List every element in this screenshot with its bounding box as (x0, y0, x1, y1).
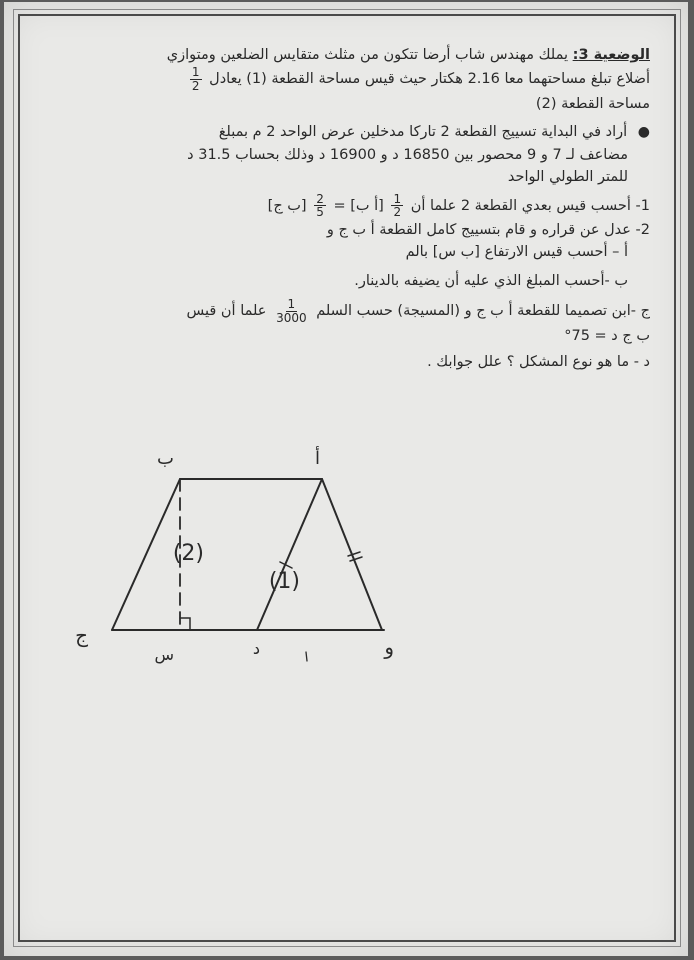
question-1 (50, 193, 650, 219)
half-numerator: 1 (191, 65, 200, 80)
region-2-label: (2) (172, 541, 204, 566)
label-s: س (154, 645, 174, 664)
fence-line-3 (50, 166, 628, 188)
fence-text-1: أراد في البداية تسييج القطعة 2 تاركا مدخلين عرض الواحد 2 م بمبلغ (218, 124, 628, 141)
fence-line-2 (50, 144, 628, 166)
question-2b (50, 270, 628, 292)
q2d-text: د - ما هو نوع المشكل ؟ علل جوابك . (427, 354, 650, 370)
q1-text-c: [ب ج] (267, 197, 307, 214)
region-1-label: (1) (268, 569, 300, 594)
label-b: ب (157, 448, 174, 469)
scale-numerator: 1 (287, 297, 296, 312)
q1-half-denominator: 2 (393, 205, 402, 220)
label-c: ج (75, 623, 88, 647)
fence-line-1 (50, 121, 650, 144)
exercise-title: الوضعية 3: (572, 47, 650, 63)
half-fraction (190, 66, 202, 92)
q1-half-numerator: 1 (393, 191, 402, 206)
side-bc (112, 479, 180, 630)
q2a-text: أ – أحسب قيس الارتفاع [ب س] بالم (405, 244, 628, 261)
tick-aw-2 (350, 557, 362, 561)
q1-text-a: 1- أحسب قيس بعدي القطعة 2 علما أن (410, 197, 650, 214)
fence-text-2: مضاعف لـ 7 و 9 محصور بين 16850 د و 16900 د وذلك بحساب 31.5 د (187, 146, 628, 163)
two-fifths-numerator: 2 (316, 191, 324, 206)
intro-line-3 (50, 93, 650, 115)
tick-aw-1 (348, 552, 360, 556)
intro-text-2: أضلاع تبلغ مساحتهما معا 2.16 هكتار حيث قيس مساحة القطعة (1) يعادل (209, 71, 650, 88)
q2-text: 2- عدل عن قراره و قام بتسييج كامل القطعة أ ب ج و (326, 221, 650, 238)
q2b-text: ب -أحسب المبلغ الذي عليه أن يضيفه بالدينار. (354, 272, 628, 289)
q2c-text-a: ج -ابن تصميما للقطعة أ ب ج و (المسيجة) حسب السلم (316, 303, 650, 320)
intro-text-1: يملك مهندس شاب أرضا تتكون من مثلث متقايس الضلعين ومتوازي (166, 47, 569, 63)
q2c-text-b: علما أن قيس (186, 303, 267, 320)
base-mark (306, 652, 307, 661)
label-w: و (384, 635, 394, 659)
exercise-text (50, 44, 650, 373)
label-d: د (252, 639, 260, 658)
intro-line-1 (50, 44, 650, 66)
q2c-angle-text: ب ج د = 75° (564, 327, 650, 344)
land-figure (74, 442, 434, 672)
bullet-icon: ● (637, 124, 650, 141)
right-angle-mark (180, 618, 190, 630)
q1-text-b: [أ ب] = (333, 197, 384, 214)
label-a: أ (314, 448, 320, 469)
question-2c (50, 298, 650, 324)
two-fifths-fraction (314, 193, 326, 219)
question-2 (50, 219, 650, 241)
scale-fraction (274, 298, 309, 324)
intro-line-2 (50, 66, 650, 92)
question-2a (50, 241, 628, 263)
two-fifths-denominator: 5 (316, 205, 324, 220)
exam-sheet (4, 2, 688, 956)
scale-denominator: 3000 (276, 310, 307, 325)
half-denominator: 2 (191, 79, 200, 94)
question-2d (50, 351, 650, 373)
side-ad (257, 479, 322, 630)
q1-half-fraction (391, 193, 403, 219)
intro-text-3: مساحة القطعة (2) (535, 95, 650, 112)
fence-text-3: للمتر الطولي الواحد (507, 169, 628, 186)
question-2c-angle (50, 325, 650, 347)
